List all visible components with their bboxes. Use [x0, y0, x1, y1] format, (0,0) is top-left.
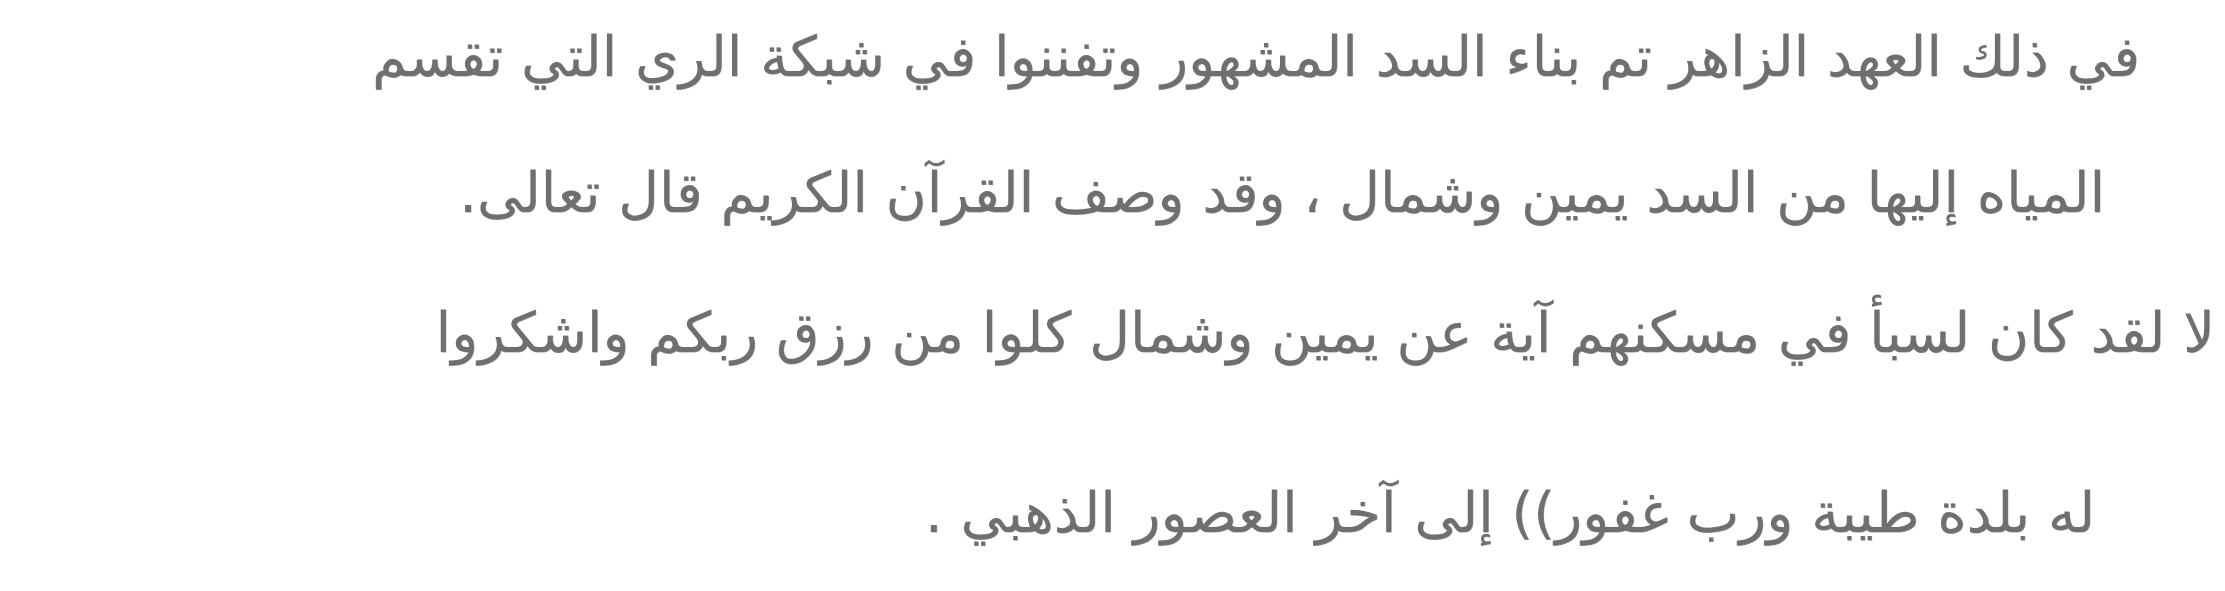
handwritten-line-4: له بلدة طيبة ورب غفور)) إلى آخر العصور الذهبي . [924, 481, 2095, 546]
handwritten-line-2: المياه إليها من السد يمين وشمال ، وقد وصف القرآن الكريم قال تعالى. [459, 161, 2105, 226]
handwritten-line-1: في ذلك العهد الزاهر تم بناء السد المشهور وتفننوا في شبكة الري التي تقسم [372, 25, 2140, 90]
handwritten-line-3: لا لقد كان لسبأ في مسكنهم آية عن يمين وشمال كلوا من رزق ربكم واشكروا [435, 301, 2215, 366]
